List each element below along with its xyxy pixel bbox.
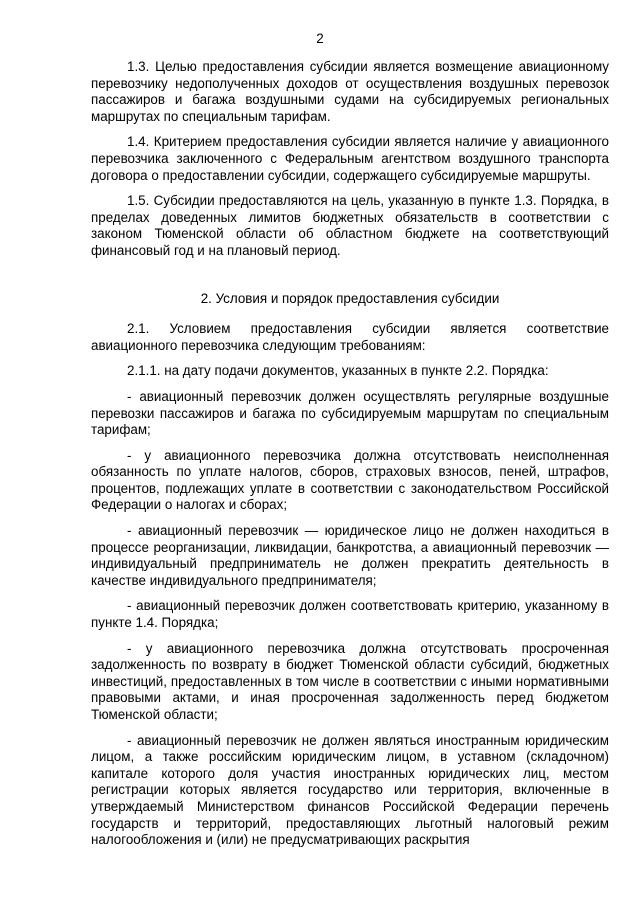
page-number: 2 [316,31,324,46]
requirement-item: - авиационный перевозчик не должен являться иностранным юридическим лицом, а также российским юридическим лицом, в уставном (складочном) капитале которого доля участия иностранных юридических лиц, местом регистрации которых является государство или территория, включенные в утверждаемый Министерством финансов Российской Федерации перечень государств и территорий, предоставляющих льготный налоговый режим налогообложения и (или) не предусматривающих раскрытия [91,732,609,848]
requirement-item: - авиационный перевозчик должен осуществлять регулярные воздушные перевозки пассажиров и багажа по субсидируемым маршрутам по специальным тарифам; [91,388,609,438]
requirement-item: - у авиационного перевозчика должна отсутствовать неисполненная обязанность по уплате налогов, сборов, страховых взносов, пеней, штрафов, процентов, подлежащих уплате в соответствии с законодательством Российской Федерации о налогах и сборах; [91,447,609,513]
paragraph-2-1-1: 2.1.1. на дату подачи документов, указанных в пункте 2.2. Порядка: [127,363,549,379]
paragraph-2-1: 2.1. Условием предоставления субсидии является соответствие авиационного перевозчика следующим требованиям: [91,321,609,353]
section-heading: 2. Условия и порядок предоставления субсидии [200,290,500,306]
requirement-item: - авиационный перевозчик должен соответствовать критерию, указанному в пункте 1.4. Порядка; [91,598,609,631]
paragraph-1-4: 1.4. Критерием предоставления субсидии является наличие у авиационного перевозчика заключенного с Федеральным агентством воздушного транспорта договора о предоставлении субсидии, содержащего субсидируемые маршруты. [91,134,609,183]
paragraph-1-5: 1.5. Субсидии предоставляются на цель, указанную в пункте 1.3. Порядка, в пределах доведенных лимитов бюджетных обязательств в соответствии с законом Тюменской области об областном бюджете на соответствующий финансовый год и на плановый период. [91,193,609,258]
requirement-item: - авиационный перевозчик — юридическое лицо не должен находиться в процессе реорганизации, ликвидации, банкротства, а авиационный перевозчик — индивидуальный предприниматель не должен прекратить деятельность в качестве индивидуального предпринимателя; [91,523,609,588]
paragraph-1-3: 1.3. Целью предоставления субсидии является возмещение авиационному перевозчику недополученных доходов от осуществления воздушных перевозок пассажиров и багажа воздушными судами на субсидируемых региональных маршрутах по специальным тарифам. [91,59,609,124]
requirement-item: - у авиационного перевозчика должна отсутствовать просроченная задолженность по возврату в бюджет Тюменской области субсидий, бюджетных инвестиций, предоставленных в том числе в соответствии с иными нормативными правовыми актами, и иная просроченная задолженность перед бюджетом Тюменской области; [91,640,609,722]
document-body [91,59,609,858]
